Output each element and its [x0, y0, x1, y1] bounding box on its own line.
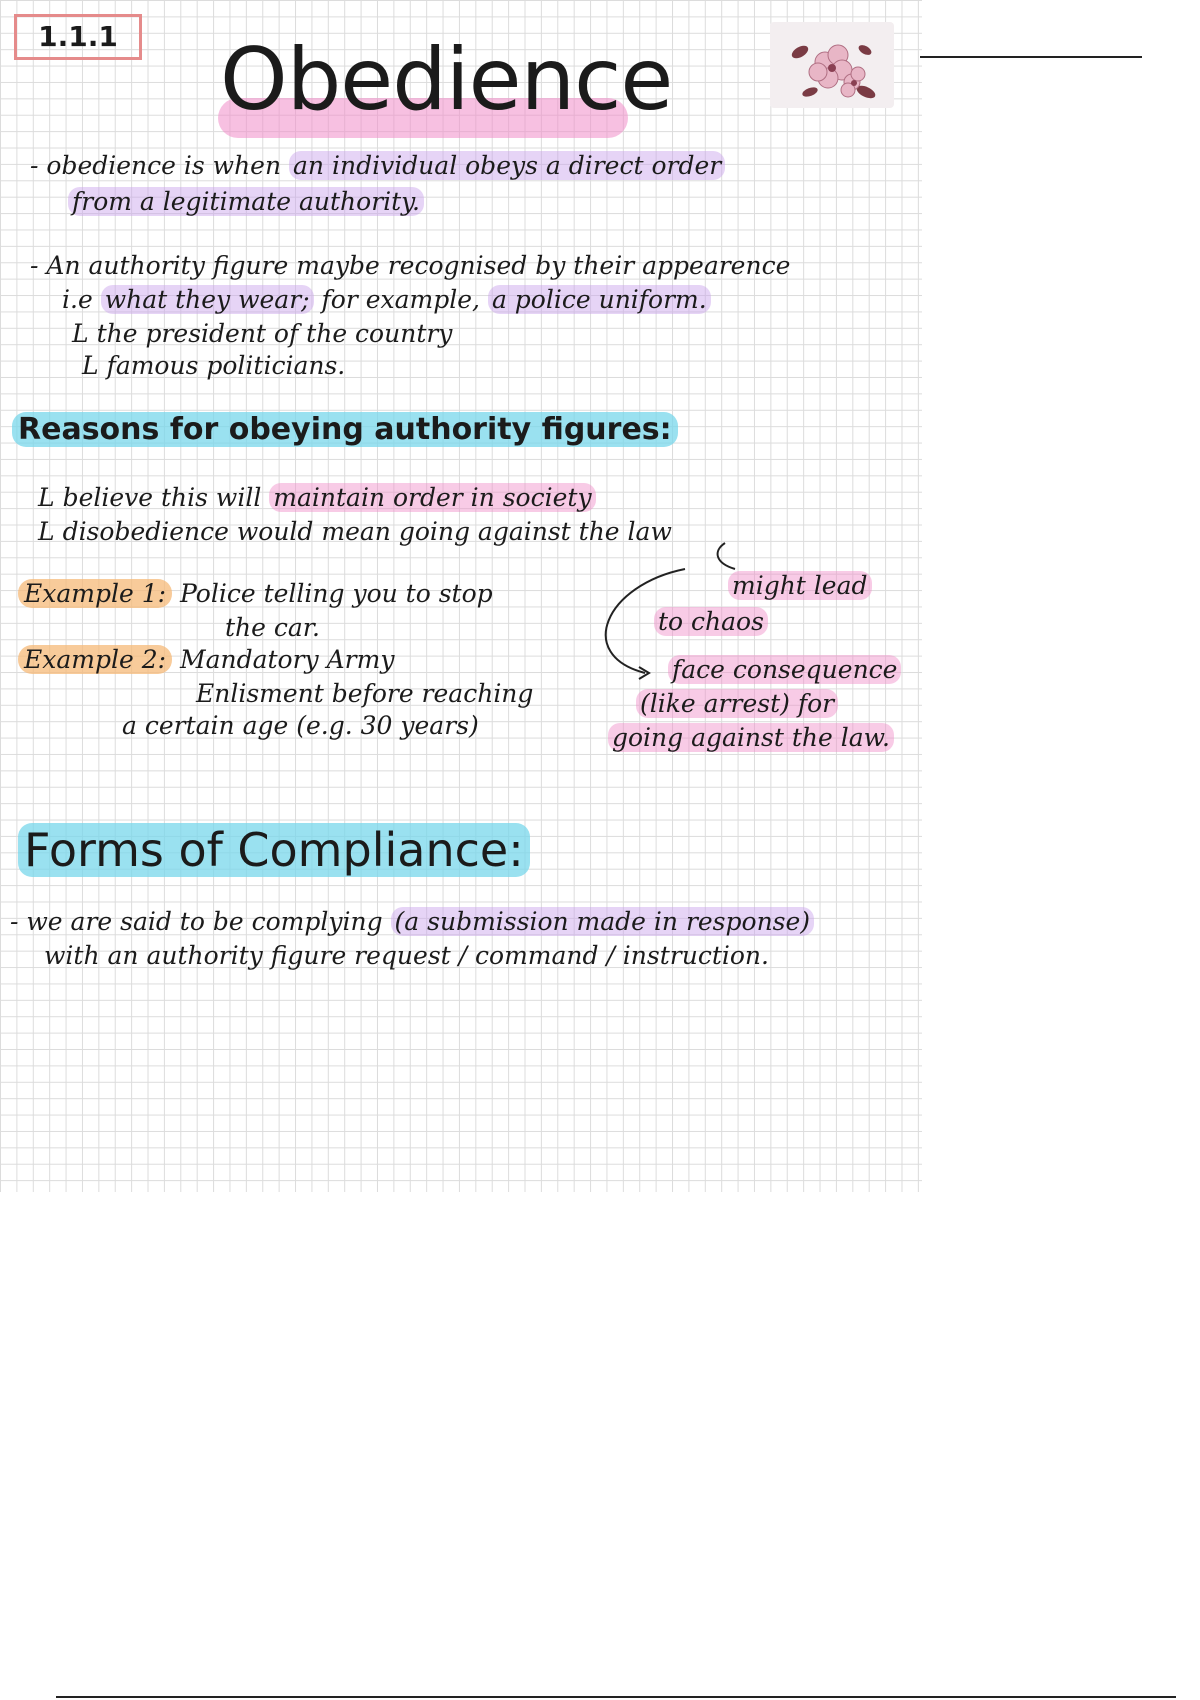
list-marker: L	[38, 483, 55, 512]
branch-2-line-2	[636, 688, 838, 720]
what-they-wear-highlight: what they wear;	[101, 285, 314, 314]
definition-highlight-2: from a legitimate authority.	[68, 187, 424, 216]
authority-line-1	[30, 250, 790, 282]
example-1-label: Example 1:	[18, 579, 172, 608]
example-2-line-2	[196, 678, 533, 710]
like-arrest-highlight: (like arrest) for	[636, 689, 838, 718]
compliance-text-2: with an authority figure request / command / instruction.	[44, 941, 769, 970]
branch-1-line-1	[728, 570, 872, 602]
authority-example-2	[82, 350, 345, 382]
bottom-rule	[56, 1696, 1176, 1698]
example-2-text: Mandatory Army	[179, 645, 395, 674]
section-number-box	[14, 14, 142, 60]
reason-text: disobedience would mean going against the law	[62, 517, 672, 546]
authority-text: An authority figure maybe recognised by their appearence	[46, 251, 791, 280]
definition-line-2	[68, 186, 424, 218]
title-block	[200, 20, 673, 150]
definition-text: obedience is when	[46, 151, 282, 180]
compliance-line-2	[44, 940, 769, 972]
compliance-text: - we are said to be complying	[10, 907, 383, 936]
reason-text: believe this will	[62, 483, 262, 512]
against-law-highlight: going against the law.	[608, 723, 894, 752]
section-number: 1.1.1	[38, 20, 118, 53]
ie-label: i.e	[62, 285, 93, 314]
compliance-line-1	[10, 906, 814, 938]
example-2-line-3	[122, 710, 479, 742]
example-1-line-1	[18, 578, 493, 610]
list-marker: L	[72, 319, 89, 348]
might-lead-highlight: might lead	[728, 571, 872, 600]
for-example-text: for example,	[321, 285, 480, 314]
compliance-heading	[18, 820, 530, 880]
branch-2-line-3	[608, 722, 894, 754]
definition-line-1	[30, 150, 725, 182]
example-1-line-2	[225, 612, 320, 644]
list-item-text: the president of the country	[96, 319, 453, 348]
reasons-heading-text: Reasons for obeying authority figures:	[12, 412, 678, 447]
branch-1-line-2	[654, 606, 768, 638]
reason-item-2	[38, 516, 672, 548]
compliance-heading-text: Forms of Compliance:	[18, 823, 530, 877]
branch-2-line-1	[668, 654, 901, 686]
reasons-heading	[12, 410, 678, 450]
flower-icon	[770, 22, 894, 108]
authority-line-2	[62, 284, 711, 316]
list-marker: L	[38, 517, 55, 546]
definition-highlight: an individual obeys a direct order	[289, 151, 725, 180]
face-consequence-highlight: face consequence	[668, 655, 901, 684]
page-title: Obedience	[220, 30, 673, 130]
reason-item-1	[38, 482, 596, 514]
police-uniform-highlight: a police uniform.	[488, 285, 711, 314]
submission-highlight: (a submission made in response)	[391, 907, 815, 936]
example-1-text-2: the car.	[225, 613, 320, 642]
example-1-text: Police telling you to stop	[179, 579, 493, 608]
dash: -	[30, 151, 39, 180]
example-2-label: Example 2:	[18, 645, 172, 674]
list-marker: L	[82, 351, 99, 380]
top-rule	[920, 56, 1142, 58]
flower-sticker	[770, 22, 894, 108]
dash: -	[30, 251, 39, 280]
example-2-text-2: Enlisment before reaching	[196, 679, 534, 708]
authority-example-1	[72, 318, 452, 350]
example-2-text-3: a certain age (e.g. 30 years)	[122, 711, 479, 740]
list-item-text: famous politicians.	[106, 351, 346, 380]
maintain-order-highlight: maintain order in society	[269, 483, 595, 512]
example-2-line-1	[18, 644, 394, 676]
to-chaos-highlight: to chaos	[654, 607, 768, 636]
